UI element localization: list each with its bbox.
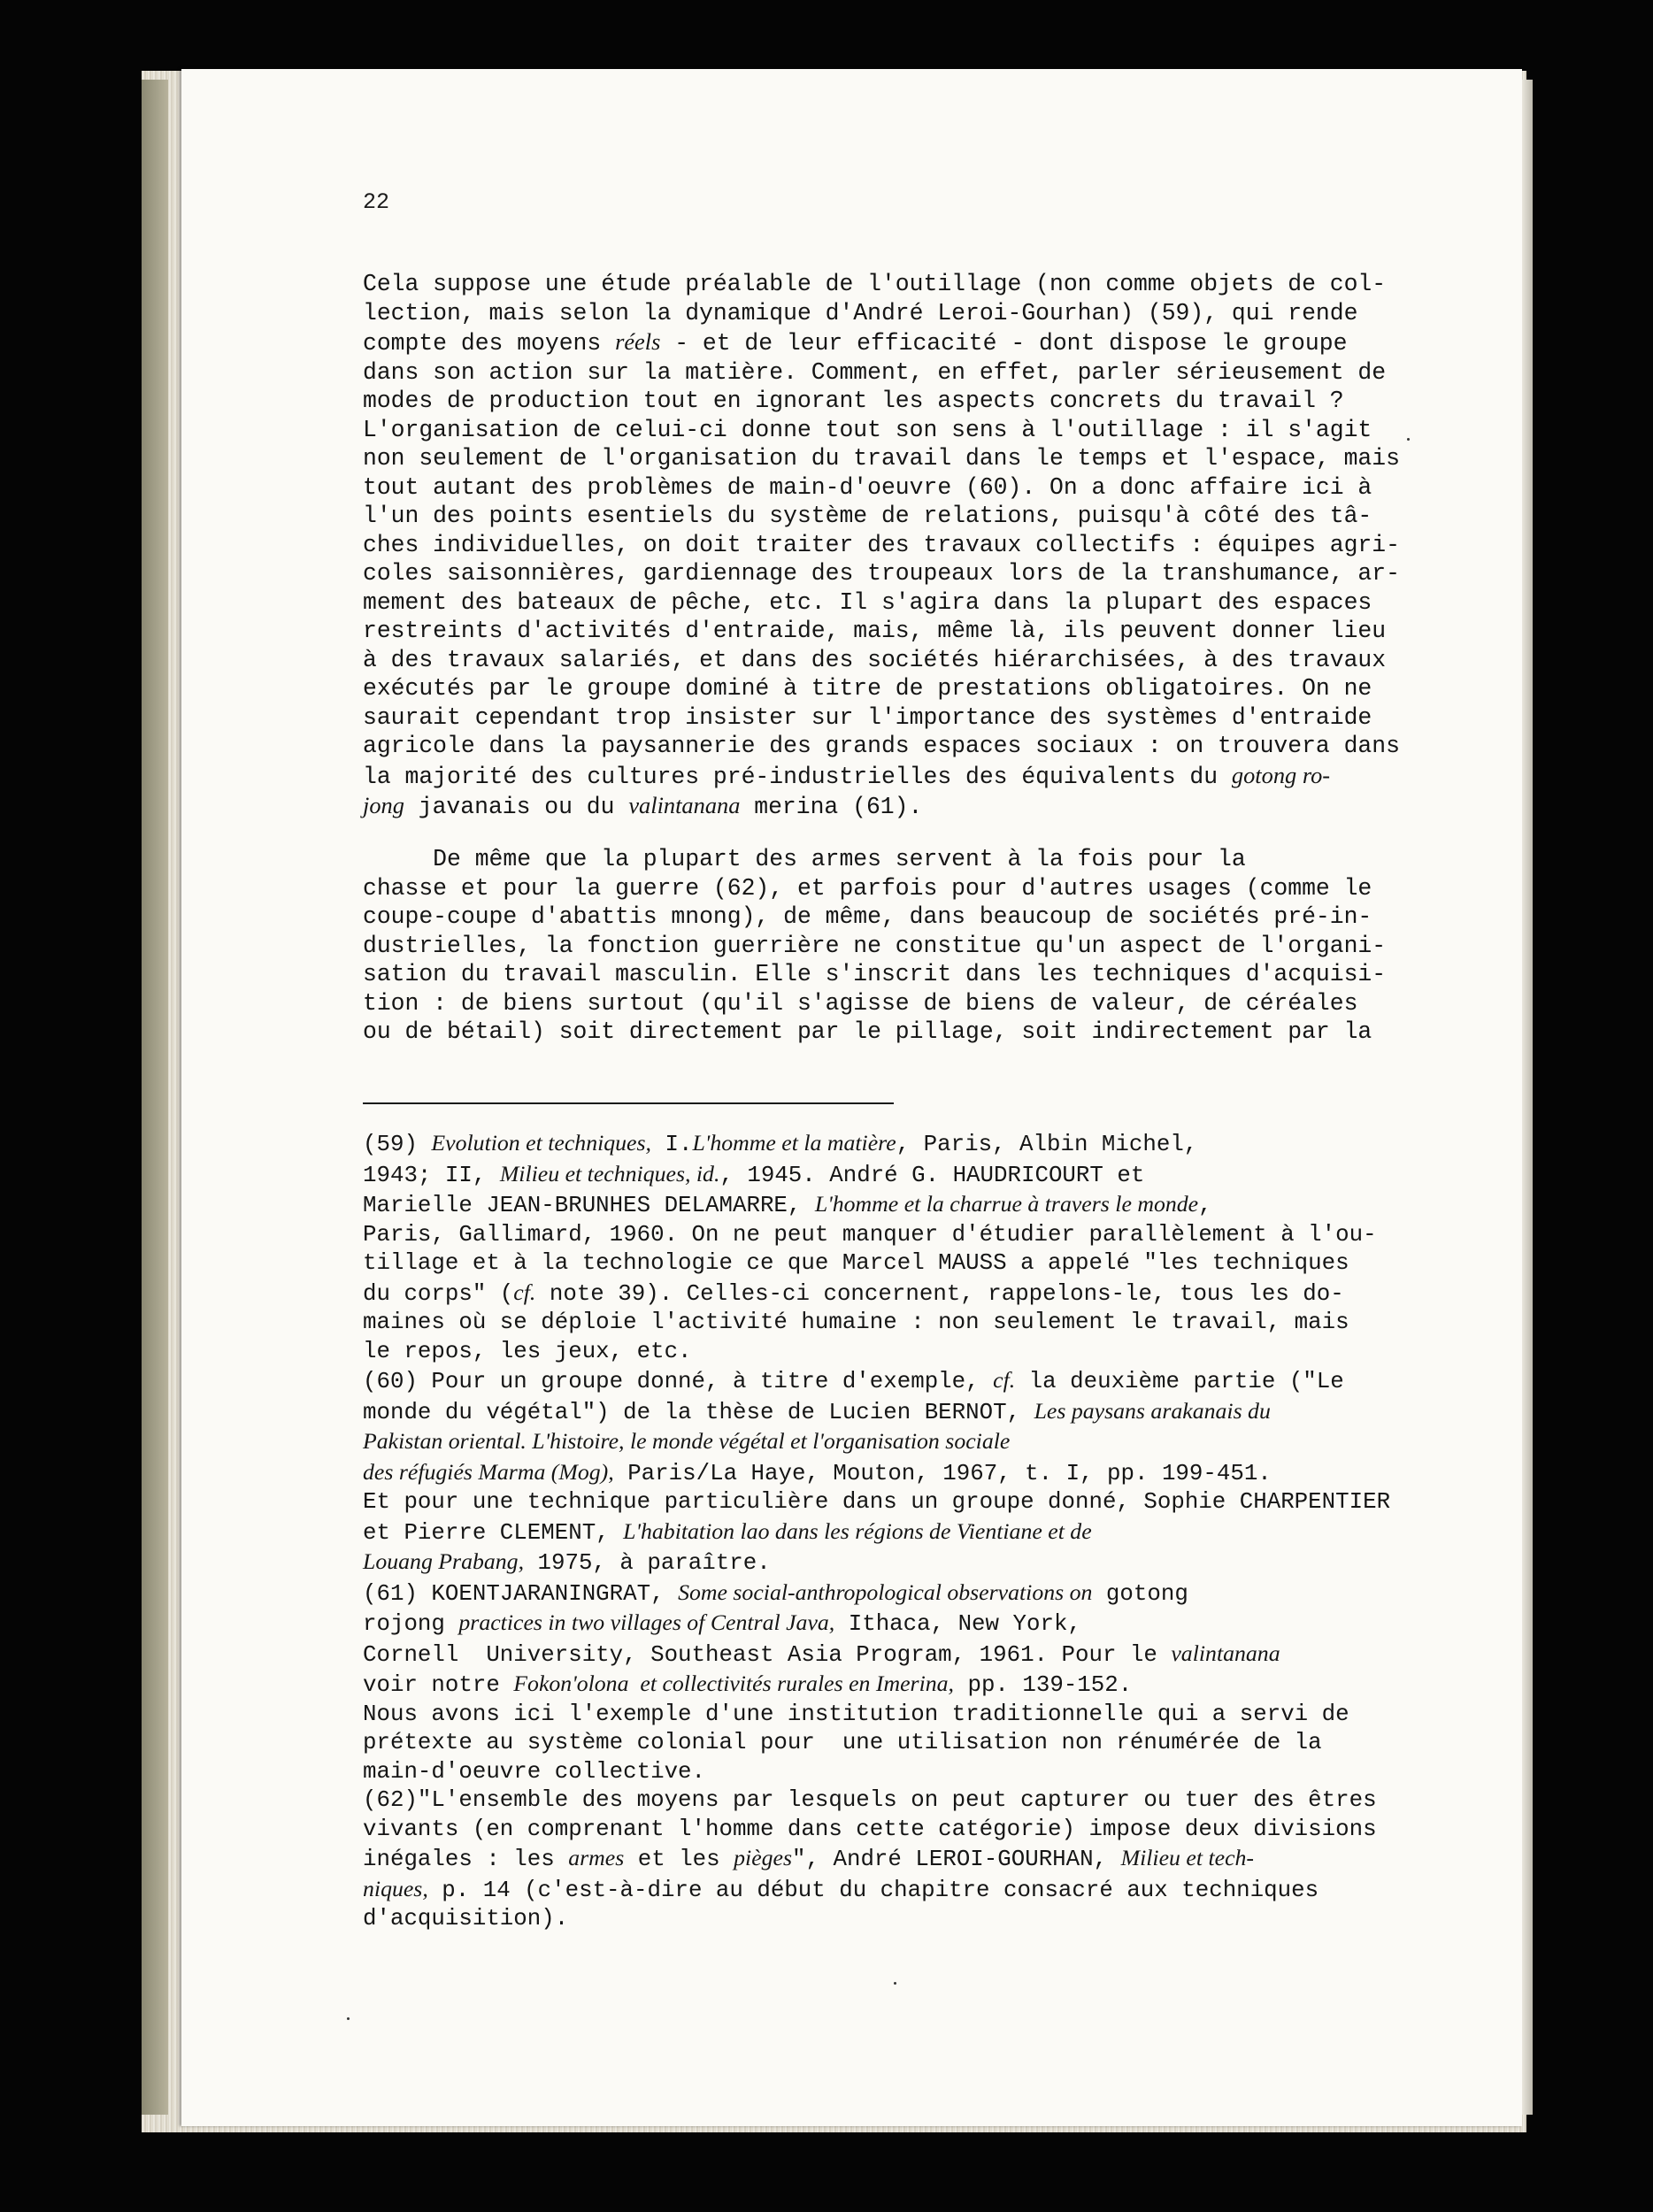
text-run: du corps" ( — [363, 1280, 514, 1307]
italic-text: L'homme et la charrue à travers le monde — [814, 1191, 1199, 1217]
text-run: le repos, les jeux, etc. — [363, 1338, 692, 1364]
text-run: l'un des points esentiels du système de relations, puisqu'à côté des tâ- — [363, 503, 1372, 529]
text-line — [363, 932, 1386, 961]
text-run: non seulement de l'organisation du travail dans le temps et l'espace, mais — [363, 445, 1400, 472]
text-line — [363, 703, 1400, 733]
text-line — [363, 732, 1400, 761]
text-run: et Pierre CLEMENT, — [363, 1519, 624, 1546]
text-line — [363, 299, 1400, 328]
footnote-line — [363, 1640, 1390, 1671]
text-run: (59) — [363, 1132, 432, 1157]
footnote-line — [363, 1548, 1390, 1578]
text-run: à des travaux salariés, et dans des sociétés hiérarchisées, à des travaux — [363, 646, 1387, 673]
footnote-line — [363, 1397, 1390, 1428]
italic-text: des réfugiés Marma (Mog), — [363, 1458, 614, 1485]
text-line — [363, 387, 1400, 416]
italic-text: valintanana — [1171, 1640, 1280, 1666]
footnote-line — [363, 1729, 1390, 1758]
text-run: ou de bétail) soit directement par le pillage, soit indirectement par la — [363, 1018, 1372, 1045]
footnote-line — [363, 1816, 1390, 1845]
italic-text: Fokon'olona et collectivités rurales en Imerina, — [513, 1671, 954, 1696]
text-run: ", André LEROI-GOURHAN, — [792, 1847, 1121, 1872]
text-run: la deuxième partie ("Le — [1015, 1369, 1344, 1394]
text-run: compte des moyens — [363, 330, 616, 357]
text-line — [363, 444, 1400, 473]
italic-text: valintanana — [628, 792, 741, 818]
text-run: I. — [651, 1132, 693, 1157]
text-line — [363, 1018, 1386, 1047]
text-run: L'organisation de celui-ci donne tout son sens à l'outillage : il s'agit — [363, 416, 1372, 443]
italic-text: cf. — [993, 1367, 1016, 1393]
text-run: Paris, Gallimard, 1960. On ne peut manquer d'étudier parallèlement à l'ou- — [363, 1221, 1377, 1248]
text-run: - et de leur efficacité - dont dispose le groupe — [660, 330, 1348, 357]
text-run: mement des bateaux de pêche, etc. Il s'agira dans la plupart des espaces — [363, 588, 1372, 616]
text-run: (62)"L'ensemble des moyens par lesquels on peut capturer ou tuer des êtres — [363, 1787, 1377, 1813]
text-line — [363, 791, 1400, 822]
text-run: (60) Pour un groupe donné, à titre d'exemple, — [363, 1369, 994, 1394]
text-run: et les — [624, 1847, 734, 1872]
italic-text: cf. — [513, 1279, 536, 1305]
footnote-line — [363, 1905, 1390, 1934]
text-line — [363, 845, 1386, 874]
text-run: exécutés par le groupe dominé à titre de prestations obligatoires. On ne — [363, 675, 1372, 702]
text-line — [363, 327, 1400, 358]
text-line — [363, 761, 1400, 792]
footnote-line — [363, 1875, 1390, 1906]
text-run: ches individuelles, on doit traiter des travaux collectifs : équipes agri- — [363, 531, 1400, 558]
footnote-line — [363, 1366, 1390, 1397]
text-line — [363, 559, 1400, 588]
text-run: p. 14 (c'est-à-dire au début du chapitre consacré aux techniques — [427, 1877, 1319, 1903]
paper-speck — [347, 2017, 350, 2020]
text-line — [363, 473, 1400, 503]
text-run: restreints d'activités d'entraide, mais, même là, ils peuvent donner lieu — [363, 618, 1387, 644]
text-run: rojong — [363, 1611, 459, 1637]
footnote-line — [363, 1758, 1390, 1787]
footnote-line — [363, 1578, 1390, 1609]
text-run: (61) KOENTJARANINGRAT, — [363, 1580, 679, 1607]
text-line — [363, 358, 1400, 388]
italic-text: Louang Prabang, — [363, 1548, 525, 1574]
footnote-line — [363, 1279, 1390, 1310]
text-run: dans son action sur la matière. Comment, en effet, parler sérieusement de — [363, 358, 1387, 386]
paper-speck — [894, 1982, 896, 1985]
italic-text: Pakistan oriental. L'histoire, le monde végétal et l'organisation sociale — [363, 1428, 1011, 1454]
italic-text: armes — [568, 1845, 625, 1870]
page-right-edge — [1522, 80, 1533, 2115]
text-run: agricole dans la paysannerie des grands espaces sociaux : on trouvera dans — [363, 733, 1400, 759]
text-run: dustrielles, la fonction guerrière ne constitue qu'un aspect de l'organi- — [363, 932, 1387, 959]
body-paragraph-1 — [363, 270, 1400, 822]
text-run: note 39). Celles-ci concernent, rappelons-le, tous les do- — [535, 1280, 1344, 1307]
footnote-separator — [363, 1102, 894, 1104]
footnote-line — [363, 1844, 1390, 1875]
text-run: main-d'oeuvre collective. — [363, 1758, 706, 1785]
footnote-line — [363, 1488, 1390, 1517]
text-run: lection, mais selon la dynamique d'André Leroi-Gourhan) (59), qui rende — [363, 299, 1358, 326]
italic-text: practices in two villages of Central Java, — [458, 1609, 835, 1635]
italic-text: pièges — [734, 1845, 793, 1870]
italic-text: Evolution et techniques, — [431, 1130, 651, 1156]
text-run: merina (61). — [740, 794, 923, 820]
footnote-line — [363, 1427, 1390, 1458]
text-run: Cornell University, Southeast Asia Program, 1961. Pour le — [363, 1641, 1172, 1668]
text-line — [363, 874, 1386, 903]
text-run: sation du travail masculin. Elle s'inscrit dans les techniques d'acquisi- — [363, 961, 1387, 987]
footnote-line — [363, 1129, 1390, 1160]
footnote-line — [363, 1701, 1390, 1730]
italic-text: Milieu et tech- — [1120, 1845, 1255, 1870]
italic-text: Les paysans arakanais du — [1034, 1397, 1271, 1424]
text-run: d'acquisition). — [363, 1906, 569, 1932]
text-run: tillage et à la technologie ce que Marcel MAUSS a appelé "les techniques — [363, 1250, 1349, 1276]
italic-text: jong — [363, 792, 404, 818]
text-run: Et pour une technique particulière dans un groupe donné, Sophie CHARPENTIER — [363, 1489, 1391, 1515]
text-run: 1975, à paraître. — [524, 1550, 771, 1576]
text-run: monde du végétal") de la thèse de Lucien BERNOT, — [363, 1399, 1034, 1425]
text-line — [363, 588, 1400, 618]
text-run: Marielle JEAN-BRUNHES DELAMARRE, — [363, 1193, 815, 1218]
page-number: 22 — [363, 189, 390, 215]
text-line — [363, 416, 1400, 445]
text-run: la majorité des cultures pré-industrielles des équivalents du — [363, 763, 1232, 790]
footnote-line — [363, 1160, 1390, 1191]
text-run: modes de production tout en ignorant les aspects concrets du travail ? — [363, 388, 1344, 414]
text-line — [363, 270, 1400, 299]
footnote-line — [363, 1786, 1390, 1816]
text-line — [363, 502, 1400, 531]
text-run: inégales : les — [363, 1847, 569, 1872]
text-line — [363, 646, 1400, 675]
text-run: voir notre — [363, 1672, 514, 1698]
text-run: vivants (en comprenant l'homme dans cette catégorie) impose deux divisions — [363, 1816, 1377, 1842]
italic-text: réels — [615, 328, 661, 355]
text-line — [363, 902, 1386, 932]
text-run: 1943; II, — [363, 1162, 500, 1188]
footnote-line — [363, 1609, 1390, 1640]
text-run: saurait cependant trop insister sur l'importance des systèmes d'entraide — [363, 703, 1372, 731]
footnote-line — [363, 1309, 1390, 1338]
body-paragraph-2 — [363, 845, 1386, 1047]
text-run: gotong — [1092, 1580, 1188, 1607]
footnote-line — [363, 1458, 1390, 1489]
text-line — [363, 989, 1386, 1018]
footnote-line — [363, 1670, 1390, 1701]
text-run: tion : de biens surtout (qu'il s'agisse de biens de valeur, de céréales — [363, 989, 1358, 1017]
text-run: prétexte au système colonial pour une utilisation non rénumérée de la — [363, 1730, 1322, 1755]
text-run: De même que la plupart des armes servent à la fois pour la — [363, 846, 1246, 872]
footnote-line — [363, 1249, 1390, 1279]
text-run: chasse et pour la guerre (62), et parfois pour d'autres usages (comme le — [363, 874, 1372, 902]
italic-text: Milieu et techniques, id. — [499, 1160, 720, 1187]
footnote-line — [363, 1517, 1390, 1548]
footnote-line — [363, 1338, 1390, 1367]
italic-text: Some social-anthropological observations on — [678, 1578, 1093, 1605]
text-run: Cela suppose une étude préalable de l'outillage (non comme objets de col- — [363, 271, 1387, 297]
footnote-line — [363, 1190, 1390, 1221]
text-run: tout autant des problèmes de main-d'oeuvre (60). On a donc affaire ici à — [363, 473, 1372, 501]
footnotes — [363, 1129, 1390, 1934]
text-run: maines où se déploie l'activité humaine : non seulement le travail, mais — [363, 1310, 1349, 1335]
text-line — [363, 674, 1400, 703]
italic-text: L'habitation lao dans les régions de Vientiane et de — [623, 1517, 1092, 1544]
text-run: pp. 139-152. — [953, 1672, 1133, 1698]
text-run: Nous avons ici l'exemple d'une institution traditionnelle qui a servi de — [363, 1701, 1349, 1727]
text-run: , — [1198, 1193, 1212, 1218]
text-line — [363, 960, 1386, 989]
text-run: coles saisonnières, gardiennage des troupeaux lors de la transhumance, ar- — [363, 560, 1400, 587]
footnote-line — [363, 1221, 1390, 1250]
text-line — [363, 531, 1400, 560]
italic-text: niques, — [363, 1875, 428, 1901]
italic-text: L'homme et la matière — [692, 1130, 896, 1156]
text-run: , 1945. André G. HAUDRICOURT et — [719, 1162, 1145, 1188]
paper-speck — [1407, 438, 1410, 441]
book-spine — [142, 80, 168, 2115]
italic-text: gotong ro- — [1231, 761, 1331, 788]
text-line — [363, 617, 1400, 646]
text-run: javanais ou du — [404, 794, 629, 820]
text-run: Paris/La Haye, Mouton, 1967, t. I, pp. 199-451. — [613, 1460, 1272, 1486]
text-run: , Paris, Albin Michel, — [896, 1132, 1198, 1157]
text-run: coupe-coupe d'abattis mnong), de même, dans beaucoup de sociétés pré-in- — [363, 903, 1372, 930]
text-run: Ithaca, New York, — [834, 1611, 1081, 1637]
